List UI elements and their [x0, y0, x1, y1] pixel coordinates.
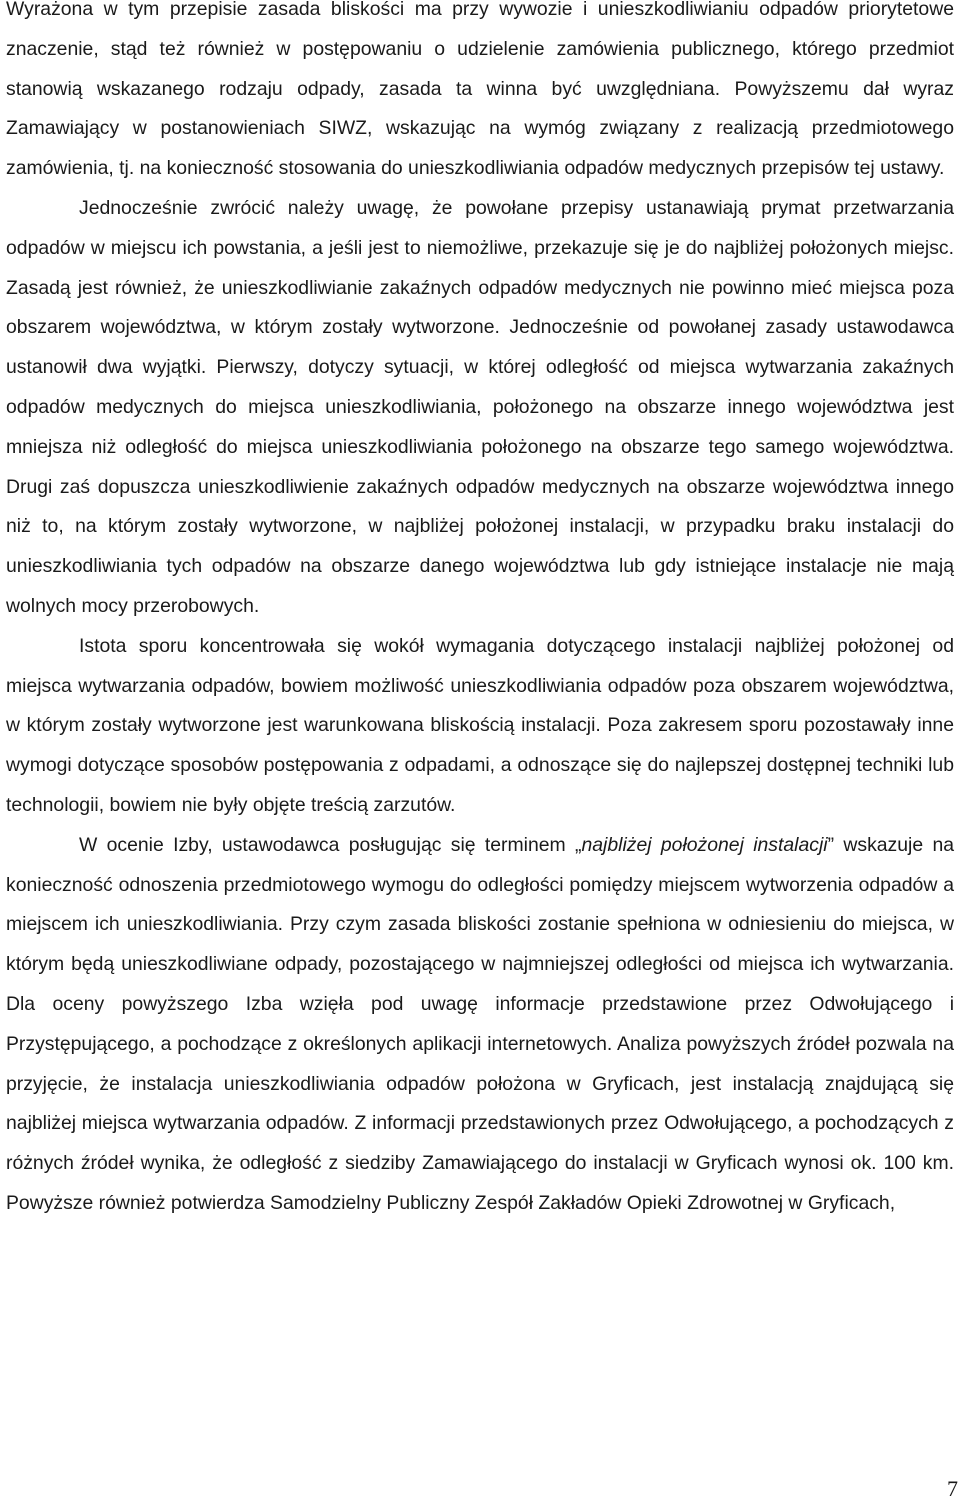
- paragraph-4-text-after: wskazuje na konieczność odnoszenia przedmiotowego wymogu do odległości pomiędzy miejscem wytworzenia odpadów a miejscem ich unieszkodliwiania. Przy czym zasada bliskości zostanie spełniona w odniesieniu do miejsca, w którym będą unieszkodliwiane odpady, pozostającego w najmniejszej odległości od miejsca ich wytwarzania. Dla oceny powyższego Izba wzięła pod uwagę informacje przedstawione przez Odwołującego i Przystępującego, a pochodzące z określonych aplikacji internetowych. Analiza powyższych źródeł pozwala na przyjęcie, że instalacja unieszkodliwiania odpadów położona w Gryficach, jest instalacją znajdującą się najbliżej miejsca wytwarzania odpadów. Z informacji przedstawionych przez Odwołującego, a pochodzących z różnych źródeł wynika, że odległość z siedziby Zamawiającego do instalacji w Gryficach wynosi ok. 100 km. Powyższe również potwierdza Samodzielny Publiczny Zespół Zakładów Opieki Zdrowotnej w Gryficach,: [6, 833, 955, 1214]
- paragraph-3: Istota sporu koncentrowała się wokół wymagania dotyczącego instalacji najbliżej położonej od miejsca wytwarzania odpadów, bowiem możliwość unieszkodliwiania odpadów poza obszarem województwa, w którym zostały wytworzone jest warunkowana bliskością instalacji. Poza zakresem sporu pozostawały inne wymogi dotyczące sposobów postępowania z odpadami, a odnoszące się do najlepszej dostępnej techniki lub technologii, bowiem nie były objęte treścią zarzutów.: [6, 634, 954, 816]
- paragraph-2: Jednocześnie zwrócić należy uwagę, że powołane przepisy ustanawiają prymat przetwarzania odpadów w miejscu ich powstania, a jeśli jest to niemożliwe, przekazuje się je do najbliżej położonych miejsc. Zasadą jest również, że unieszkodliwianie zakaźnych odpadów medycznych nie powinno mieć miejsca poza obszarem województwa, w którym zostały wytworzone. Jednocześnie od powołanej zasady ustawodawca ustanowił dwa wyjątki. Pierwszy, dotyczy sytuacji, w której odległość od miejsca wytwarzania zakaźnych odpadów medycznych do miejsca unieszkodliwiania, położonego na obszarze innego województwa jest mniejsza niż odległość do miejsca unieszkodliwiania położonego na obszarze tego samego województwa. Drugi zaś dopuszcza unieszkodliwienie zakaźnych odpadów medycznych na obszarze województwa innego niż to, na którym zostały wytworzone, w najbliżej położonej instalacji, w przypadku braku instalacji do unieszkodliwiania tych odpadów na obszarze danego województwa lub gdy istniejące instalacje nie mają wolnych mocy przerobowych.: [6, 196, 954, 617]
- paragraph-1: Wyrażona w tym przepisie zasada bliskości ma przy wywozie i unieszkodliwianiu odpadów priorytetowe znaczenie, stąd też również w postępowaniu o udzielenie zamówienia publicznego, którego przedmiot stanowią wskazanego rodzaju odpady, zasada ta winna być uwzględniana. Powyższemu dał wyraz Zamawiający w postanowieniach SIWZ, wskazując na wymóg związany z realizacją przedmiotowego zamówienia, tj. na konieczność stosowania do unieszkodliwiania odpadów medycznych przepisów tej ustawy.: [6, 0, 954, 180]
- quote-open: „: [575, 833, 582, 856]
- quoted-term: najbliżej położonej instalacji: [581, 833, 828, 856]
- page-number: 7: [947, 1476, 958, 1501]
- paragraph-4: [6, 826, 954, 1224]
- quote-close: ”: [827, 833, 835, 856]
- document-page: [6, 0, 954, 1224]
- paragraph-4-text-before: W ocenie Izby, ustawodawca posługując się terminem: [79, 833, 576, 856]
